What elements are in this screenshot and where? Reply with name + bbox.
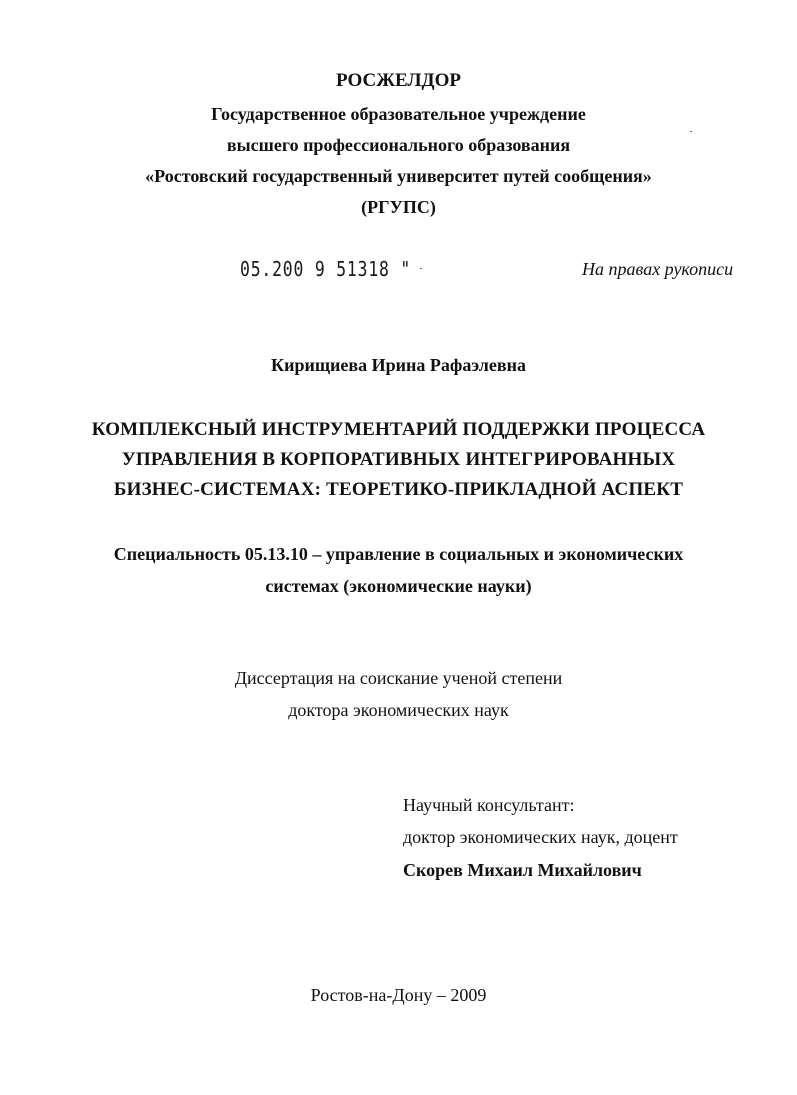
dissertation-degree-line-1: Диссертация на соискание ученой степени bbox=[234, 668, 563, 688]
specialty-line-1: Специальность 05.13.10 – управление в социальных и экономических bbox=[113, 544, 684, 564]
specialty-line-2: системах (экономические науки) bbox=[265, 576, 532, 596]
institution-line-2: высшего профессионального образования bbox=[226, 135, 571, 155]
dissertation-title-line-2: УПРАВЛЕНИЯ В КОРПОРАТИВНЫХ ИНТЕГРИРОВАННЫХ bbox=[121, 449, 676, 470]
registration-stamp: 05.200 9 51318 " bbox=[240, 257, 412, 281]
organization-name: РОСЖЕЛДОР bbox=[335, 70, 462, 91]
scan-speck bbox=[690, 131, 692, 132]
institution-line-3: «Ростовский государственный университет путей сообщения» bbox=[145, 166, 652, 186]
dissertation-title-line-1: КОМПЛЕКСНЫЙ ИНСТРУМЕНТАРИЙ ПОДДЕРЖКИ ПРОЦЕССА bbox=[91, 419, 706, 440]
institution-line-1: Государственное образовательное учреждение bbox=[211, 104, 586, 124]
consultant-name: Скорев Михаил Михайлович bbox=[403, 860, 642, 880]
scan-speck bbox=[420, 268, 422, 269]
consultant-label: Научный консультант: bbox=[403, 795, 575, 815]
author-name: Кирищиева Ирина Рафаэлевна bbox=[271, 355, 526, 375]
manuscript-rights: На правах рукописи bbox=[582, 259, 734, 279]
dissertation-title-line-3: БИЗНЕС-СИСТЕМАХ: ТЕОРЕТИКО-ПРИКЛАДНОЙ АСПЕКТ bbox=[113, 479, 684, 500]
consultant-degree: доктор экономических наук, доцент bbox=[403, 827, 678, 847]
dissertation-degree-line-2: доктора экономических наук bbox=[288, 700, 509, 720]
institution-abbreviation: (РГУПС) bbox=[361, 197, 436, 217]
city-year: Ростов-на-Дону – 2009 bbox=[310, 985, 487, 1005]
